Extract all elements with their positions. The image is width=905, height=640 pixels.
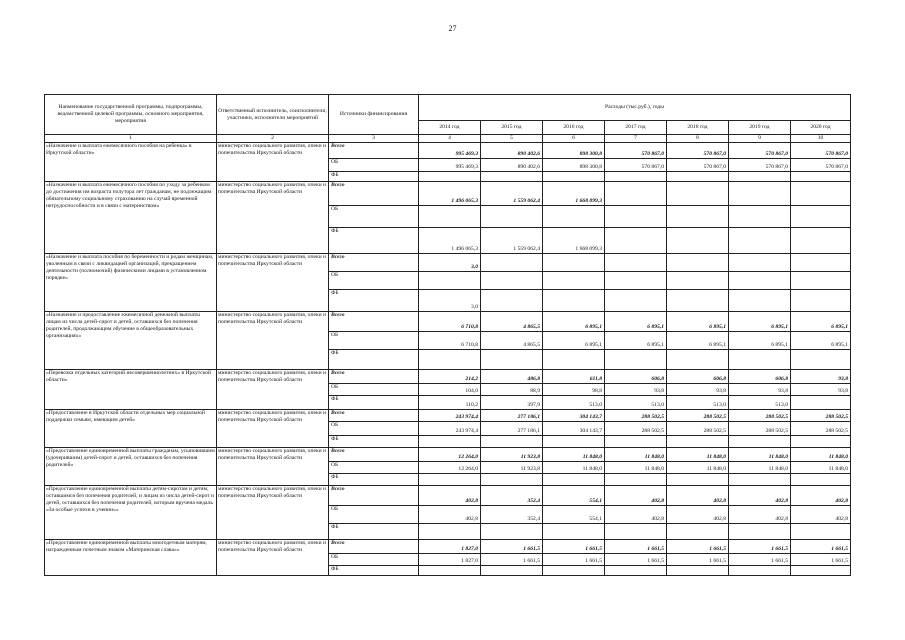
amount-cell: 1 827,0 — [419, 554, 481, 566]
amount-cell: 1 661,5 — [729, 540, 791, 554]
amount-cell: 88,9 — [481, 384, 543, 396]
amount-cell — [543, 254, 605, 272]
amount-cell: 513,0 — [729, 396, 791, 410]
measure-name: «Назначение и выплата ежемесячного пособия на ребенка» в Иркутской области» — [45, 143, 217, 182]
measure-name: «Назначение и предоставление ежемесячной денежной выплаты лицам из числа детей-сирот и детей, оставшихся без попечения родителей, продолжающим обучение в общеобразовательных организациях» — [45, 312, 217, 370]
amount-cell: 11 848,0 — [729, 462, 791, 474]
amount-cell — [791, 396, 851, 410]
amount-cell — [667, 436, 729, 448]
table-row — [45, 410, 851, 422]
amount-cell: 402,8 — [791, 486, 851, 506]
amount-cell: 898 300,8 — [543, 159, 605, 172]
executor-cell: министерство социального развития, опеки и попечительства Иркутской области — [217, 540, 329, 576]
source-label: Всего — [329, 143, 419, 159]
amount-cell — [605, 524, 667, 540]
amount-cell — [481, 272, 543, 290]
amount-cell — [729, 254, 791, 272]
amount-cell: 6 895,1 — [791, 332, 851, 350]
source-label: ФБ — [329, 228, 419, 254]
amount-cell — [791, 474, 851, 486]
amount-cell — [481, 290, 543, 312]
amount-cell: 1 668 099,3 — [543, 182, 605, 206]
amount-cell: 554,1 — [543, 486, 605, 506]
amount-cell: 995 469,3 — [419, 143, 481, 159]
amount-cell — [667, 206, 729, 228]
amount-cell — [729, 474, 791, 486]
amount-cell: 12 264,0 — [419, 462, 481, 474]
amount-cell: 402,8 — [419, 486, 481, 506]
amount-cell — [419, 474, 481, 486]
measure-name: «Предоставление в Иркутской области отдельных мер социальной поддержки семьям, имеющим детей» — [45, 410, 217, 448]
table-row — [45, 448, 851, 462]
amount-cell — [729, 290, 791, 312]
amount-cell — [543, 172, 605, 182]
amount-cell — [791, 206, 851, 228]
header-source: Источники финансирования — [329, 95, 419, 135]
amount-cell: 304 143,7 — [543, 410, 605, 422]
measure-name: «Предоставление единовременной выплаты многодетным матерям, награжденным почетным знаком «Материнская слава»» — [45, 540, 217, 576]
table-row — [45, 182, 851, 206]
amount-cell: 397,9 — [481, 396, 543, 410]
amount-cell — [419, 350, 481, 370]
amount-cell: 1 661,5 — [481, 554, 543, 566]
amount-cell — [667, 474, 729, 486]
amount-cell: 288 502,5 — [791, 410, 851, 422]
amount-cell: 214,2 — [419, 370, 481, 384]
amount-cell — [791, 566, 851, 576]
amount-cell: 288 502,5 — [667, 410, 729, 422]
amount-cell: 93,8 — [605, 384, 667, 396]
amount-cell — [791, 228, 851, 254]
table-row — [45, 143, 851, 159]
amount-cell: 1 668 099,3 — [543, 228, 605, 254]
source-label: ОБ — [329, 332, 419, 350]
year-header: 2019 год — [729, 121, 791, 135]
year-header: 2017 год — [605, 121, 667, 135]
amount-cell — [667, 566, 729, 576]
amount-cell: 104,0 — [419, 384, 481, 396]
amount-cell — [791, 172, 851, 182]
amount-cell: 352,4 — [481, 506, 543, 524]
table-row — [45, 254, 851, 272]
amount-cell: 11 848,0 — [791, 448, 851, 462]
amount-cell: 606,8 — [667, 370, 729, 384]
source-label: ФБ — [329, 436, 419, 448]
amount-cell — [791, 436, 851, 448]
amount-cell — [605, 172, 667, 182]
source-label: Всего — [329, 370, 419, 384]
amount-cell: 890 402,6 — [481, 159, 543, 172]
column-number: 1 — [45, 135, 217, 143]
amount-cell — [667, 172, 729, 182]
amount-cell — [605, 350, 667, 370]
amount-cell: 11 848,0 — [667, 462, 729, 474]
source-label: ФБ — [329, 474, 419, 486]
amount-cell: 1 661,5 — [543, 554, 605, 566]
source-label: ОБ — [329, 384, 419, 396]
amount-cell — [543, 436, 605, 448]
amount-cell — [481, 524, 543, 540]
amount-cell: 402,8 — [729, 486, 791, 506]
source-label: ФБ — [329, 396, 419, 410]
amount-cell: 1 661,5 — [667, 540, 729, 554]
amount-cell — [667, 228, 729, 254]
amount-cell: 611,8 — [543, 370, 605, 384]
amount-cell: 11 848,0 — [605, 462, 667, 474]
amount-cell: 570 867,0 — [605, 143, 667, 159]
amount-cell: 570 867,0 — [791, 143, 851, 159]
amount-cell: 402,8 — [605, 486, 667, 506]
amount-cell — [791, 182, 851, 206]
source-label: ФБ — [329, 524, 419, 540]
source-label: ФБ — [329, 172, 419, 182]
amount-cell: 11 848,0 — [667, 448, 729, 462]
source-label: Всего — [329, 540, 419, 554]
amount-cell: 288 502,5 — [605, 410, 667, 422]
amount-cell: 6 710,8 — [419, 312, 481, 332]
executor-cell: министерство социального развития, опеки и попечительства Иркутской области — [217, 143, 329, 182]
amount-cell — [729, 436, 791, 448]
amount-cell — [481, 566, 543, 576]
amount-cell: 606,8 — [605, 370, 667, 384]
amount-cell: 898 300,8 — [543, 143, 605, 159]
amount-cell: 570 867,0 — [729, 159, 791, 172]
executor-cell: министерство социального развития, опеки и попечительства Иркутской области — [217, 182, 329, 254]
amount-cell: 606,8 — [729, 370, 791, 384]
amount-cell — [481, 172, 543, 182]
executor-cell: министерство социального развития, опеки и попечительства Иркутской области — [217, 410, 329, 448]
amount-cell: 1 661,5 — [605, 540, 667, 554]
source-label: ОБ — [329, 462, 419, 474]
amount-cell: 6 895,1 — [729, 332, 791, 350]
amount-cell: 570 867,0 — [605, 159, 667, 172]
amount-cell — [543, 206, 605, 228]
source-label: Всего — [329, 486, 419, 506]
amount-cell: 1 661,5 — [481, 540, 543, 554]
header-expenses: Расходы (тыс.руб.), годы — [419, 95, 851, 121]
amount-cell: 1 559 062,4 — [481, 182, 543, 206]
amount-cell: 4 865,5 — [481, 332, 543, 350]
amount-cell — [605, 206, 667, 228]
amount-cell: 11 848,0 — [729, 448, 791, 462]
amount-cell: 513,0 — [667, 396, 729, 410]
amount-cell: 11 848,0 — [791, 462, 851, 474]
amount-cell: 402,8 — [667, 486, 729, 506]
amount-cell — [729, 566, 791, 576]
amount-cell — [419, 206, 481, 228]
amount-cell — [481, 350, 543, 370]
amount-cell — [543, 272, 605, 290]
column-number: 8 — [667, 135, 729, 143]
executor-cell: министерство социального развития, опеки и попечительства Иркутской области — [217, 370, 329, 410]
source-label: Всего — [329, 312, 419, 332]
source-label: ОБ — [329, 554, 419, 566]
amount-cell: 93,8 — [667, 384, 729, 396]
column-number: 9 — [729, 135, 791, 143]
amount-cell: 570 867,0 — [667, 143, 729, 159]
table-row — [45, 370, 851, 384]
amount-cell — [729, 272, 791, 290]
amount-cell: 890 402,6 — [481, 143, 543, 159]
amount-cell: 1 661,5 — [543, 540, 605, 554]
column-number: 2 — [217, 135, 329, 143]
amount-cell — [605, 436, 667, 448]
source-label: Всего — [329, 254, 419, 272]
amount-cell: 3,0 — [419, 254, 481, 272]
amount-cell: 4 865,5 — [481, 312, 543, 332]
amount-cell: 995 469,3 — [419, 159, 481, 172]
amount-cell: 3,0 — [419, 290, 481, 312]
source-label: Всего — [329, 410, 419, 422]
amount-cell: 1 661,5 — [605, 554, 667, 566]
amount-cell: 277 186,1 — [481, 410, 543, 422]
source-label: ФБ — [329, 290, 419, 312]
column-number: 6 — [543, 135, 605, 143]
amount-cell: 6 895,1 — [729, 312, 791, 332]
amount-cell: 570 867,0 — [729, 143, 791, 159]
amount-cell: 1 661,5 — [791, 554, 851, 566]
amount-cell: 1 661,5 — [729, 554, 791, 566]
amount-cell: 6 895,1 — [543, 332, 605, 350]
amount-cell: 1 661,5 — [667, 554, 729, 566]
amount-cell — [543, 350, 605, 370]
amount-cell: 277 186,1 — [481, 422, 543, 436]
source-label: ФБ — [329, 350, 419, 370]
amount-cell — [729, 524, 791, 540]
executor-cell: министерство социального развития, опеки и попечительства Иркутской области — [217, 486, 329, 540]
amount-cell: 11 848,0 — [543, 448, 605, 462]
amount-cell: 402,8 — [605, 506, 667, 524]
amount-cell: 402,8 — [667, 506, 729, 524]
amount-cell — [729, 182, 791, 206]
column-number: 3 — [329, 135, 419, 143]
amount-cell: 1 827,0 — [419, 540, 481, 554]
budget-table — [44, 94, 851, 576]
amount-cell — [481, 254, 543, 272]
amount-cell — [791, 254, 851, 272]
amount-cell — [543, 566, 605, 576]
amount-cell: 513,0 — [605, 396, 667, 410]
page-number: 27 — [448, 24, 457, 33]
executor-cell: министерство социального развития, опеки и попечительства Иркутской области — [217, 254, 329, 312]
amount-cell — [605, 228, 667, 254]
amount-cell: 11 848,0 — [543, 462, 605, 474]
amount-cell — [543, 474, 605, 486]
amount-cell: 243 974,4 — [419, 410, 481, 422]
amount-cell: 6 895,1 — [667, 332, 729, 350]
amount-cell: 6 710,8 — [419, 332, 481, 350]
amount-cell: 93,8 — [729, 384, 791, 396]
source-label: ОБ — [329, 206, 419, 228]
amount-cell — [419, 566, 481, 576]
amount-cell — [605, 272, 667, 290]
amount-cell — [791, 350, 851, 370]
amount-cell — [605, 290, 667, 312]
executor-cell: министерство социального развития, опеки и попечительства Иркутской области — [217, 312, 329, 370]
amount-cell — [543, 290, 605, 312]
amount-cell: 6 895,1 — [605, 332, 667, 350]
year-header: 2018 год — [667, 121, 729, 135]
amount-cell: 288 502,5 — [729, 422, 791, 436]
amount-cell — [667, 182, 729, 206]
measure-name: «Перевозка отдельных категорий несовершеннолетних» в Иркутской области» — [45, 370, 217, 410]
amount-cell — [481, 206, 543, 228]
amount-cell: 11 923,8 — [481, 462, 543, 474]
amount-cell — [667, 290, 729, 312]
table-row — [45, 540, 851, 554]
amount-cell — [419, 524, 481, 540]
amount-cell — [791, 524, 851, 540]
amount-cell: 352,4 — [481, 486, 543, 506]
amount-cell: 402,8 — [791, 506, 851, 524]
amount-cell: 6 895,1 — [543, 312, 605, 332]
table-row — [45, 312, 851, 332]
header-name: Наименование государственной программы, подпрограммы, ведомственной целевой программы, основного мероприятия, мероприятия — [45, 95, 217, 135]
amount-cell — [419, 172, 481, 182]
measure-name: «Назначение и выплата ежемесячного пособия по уходу за ребенком до достижения им возраста полутора лет гражданам, не подлежащим обязательному социальному страхованию на случай временной нетрудоспособности и в связи с материнством» — [45, 182, 217, 254]
column-number: 5 — [481, 135, 543, 143]
amount-cell: 486,8 — [481, 370, 543, 384]
year-header: 2016 год — [543, 121, 605, 135]
source-label: ФБ — [329, 566, 419, 576]
source-label: Всего — [329, 448, 419, 462]
amount-cell: 110,2 — [419, 396, 481, 410]
amount-cell: 6 895,1 — [791, 312, 851, 332]
amount-cell — [667, 272, 729, 290]
amount-cell: 402,8 — [729, 506, 791, 524]
amount-cell — [729, 228, 791, 254]
amount-cell: 11 923,8 — [481, 448, 543, 462]
amount-cell — [419, 272, 481, 290]
amount-cell — [729, 206, 791, 228]
source-label: ОБ — [329, 506, 419, 524]
amount-cell — [481, 436, 543, 448]
amount-cell — [729, 350, 791, 370]
header-executor: Ответственный исполнитель, соисполнители, участники, исполнители мероприятий — [217, 95, 329, 135]
amount-cell: 93,8 — [791, 370, 851, 384]
amount-cell — [605, 254, 667, 272]
amount-cell: 288 502,5 — [729, 410, 791, 422]
amount-cell: 1 496 065,3 — [419, 182, 481, 206]
measure-name: «Предоставление единовременной выплаты детям-сиротам и детям, оставшимся без попечения родителей, и лицам из числа детей-сирот и детей, оставшихся без попечения родителей, которым вручена медаль «За особые успехи в учении»» — [45, 486, 217, 540]
source-label: ОБ — [329, 422, 419, 436]
amount-cell — [605, 566, 667, 576]
executor-cell: министерство социального развития, опеки и попечительства Иркутской области — [217, 448, 329, 486]
amount-cell: 1 496 065,3 — [419, 228, 481, 254]
amount-cell — [543, 524, 605, 540]
amount-cell: 98,8 — [543, 384, 605, 396]
amount-cell: 570 867,0 — [791, 159, 851, 172]
amount-cell: 304 143,7 — [543, 422, 605, 436]
amount-cell: 1 559 062,4 — [481, 228, 543, 254]
amount-cell — [419, 436, 481, 448]
amount-cell: 402,8 — [419, 506, 481, 524]
year-header: 2020 год — [791, 121, 851, 135]
amount-cell: 570 867,0 — [667, 159, 729, 172]
year-header: 2015 год — [481, 121, 543, 135]
amount-cell: 288 502,5 — [605, 422, 667, 436]
column-number: 7 — [605, 135, 667, 143]
amount-cell — [791, 272, 851, 290]
source-label: ОБ — [329, 272, 419, 290]
source-label: ОБ — [329, 159, 419, 172]
amount-cell: 6 895,1 — [667, 312, 729, 332]
year-header: 2014 год — [419, 121, 481, 135]
amount-cell: 513,0 — [543, 396, 605, 410]
amount-cell: 288 502,5 — [667, 422, 729, 436]
column-number: 4 — [419, 135, 481, 143]
amount-cell — [667, 350, 729, 370]
amount-cell — [605, 474, 667, 486]
measure-name: «Назначение и выплата пособия по беременности и родам женщинам, уволенным в связи с ликвидацией организаций, прекращением деятельности (полномочий) физическими лицами в установленном порядке» — [45, 254, 217, 312]
amount-cell: 243 974,4 — [419, 422, 481, 436]
measure-name: «Предоставление единовременной выплаты гражданам, усыновившим (удочерившим) детей-сирот и детей, оставшихся без попечения родителей» — [45, 448, 217, 486]
amount-cell — [667, 254, 729, 272]
amount-cell — [481, 474, 543, 486]
amount-cell: 288 502,5 — [791, 422, 851, 436]
amount-cell: 93,8 — [791, 384, 851, 396]
source-label: Всего — [329, 182, 419, 206]
amount-cell: 1 661,5 — [791, 540, 851, 554]
amount-cell — [667, 524, 729, 540]
amount-cell: 6 895,1 — [605, 312, 667, 332]
amount-cell: 554,1 — [543, 506, 605, 524]
amount-cell: 12 264,0 — [419, 448, 481, 462]
amount-cell — [791, 290, 851, 312]
amount-cell — [729, 172, 791, 182]
amount-cell: 11 848,0 — [605, 448, 667, 462]
table-row — [45, 486, 851, 506]
column-number: 10 — [791, 135, 851, 143]
amount-cell — [605, 182, 667, 206]
